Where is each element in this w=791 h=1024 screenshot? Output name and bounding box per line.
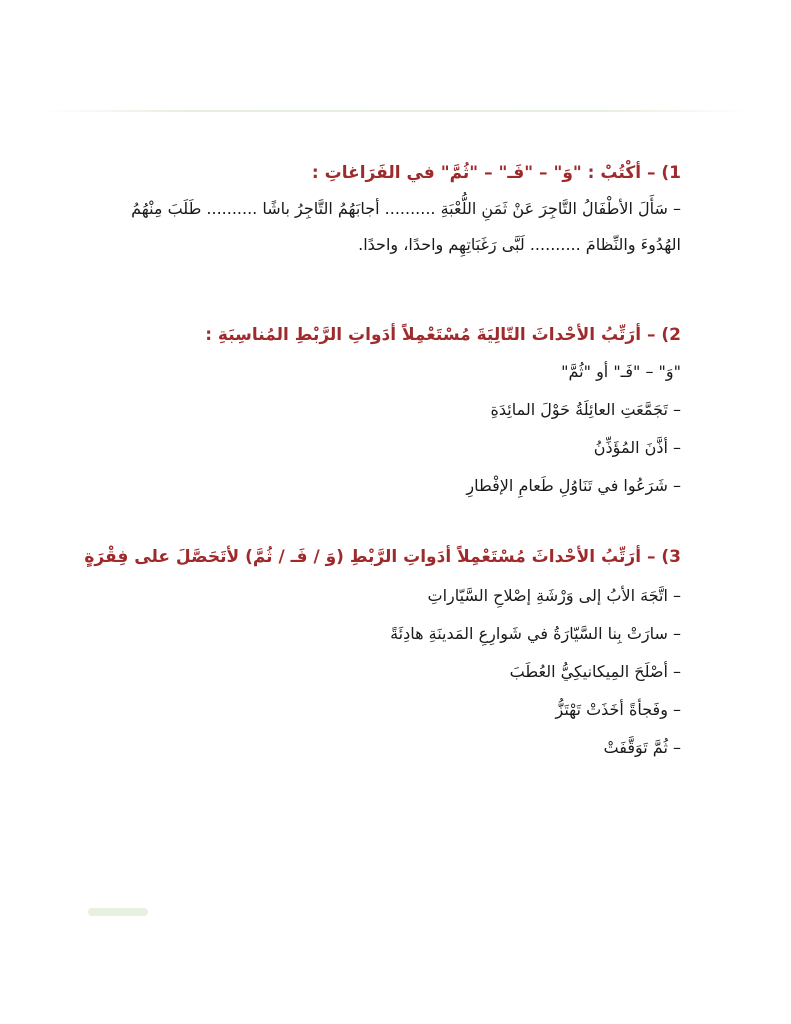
- exercise-1-title: 1) – أكْتُبْ : "وَ" – "فَـ" – "ثُمَّ" في الفَرَاغاتِ :: [311, 163, 681, 183]
- exercise-2: [60, 320, 681, 500]
- exercise-3: [60, 542, 681, 762]
- exercise-2-title: 2) – أرَتِّبُ الأحْداثَ التّالِيَةَ مُسْتَعْمِلاً أدَواتِ الرَّبْطِ المُناسِبَةِ :: [205, 325, 681, 345]
- exercise-1-line-1: – سَأَلَ الأطْفَالُ التَّاجِرَ عَنْ ثَمَنِ اللُّعْبَةِ .......... أجابَهُمُ التَّاجِرُ باشًا .......... طَلَبَ مِنْهُمُ: [131, 199, 681, 218]
- exercise-1: [60, 158, 681, 260]
- exercise-3-item: – ثُمَّ تَوَقَّفَتْ: [603, 738, 681, 757]
- exercise-3-title: 3) – أرَتِّبُ الأحْداثَ مُسْتَعْمِلاً أدَواتِ الرَّبْطِ (وَ / فَـ / ثُمَّ) لأتَحَصَّلَ على فِقْرَةٍ: [84, 547, 681, 567]
- exercise-2-item: – أذَّنَ المُؤَذِّنُ: [593, 438, 681, 457]
- exercise-3-item: – وفَجأةً أخَذَتْ تَهْتَزُّ: [555, 700, 681, 719]
- exercise-3-item: – اتَّجَهَ الأبُ إلى وَرْشَةِ إصْلاحِ السَّيّاراتِ: [427, 586, 681, 605]
- exercise-1-line-2: الهُدُوءَ والنِّظامَ .......... لَبَّى رَغَبَاتِهِم واحدًا، واحدًا.: [358, 235, 681, 254]
- exercise-3-item: – أصْلَحَ المِيكانيكِيُّ العُطَبَ: [509, 662, 681, 681]
- faint-scan-line: [40, 110, 751, 112]
- exercise-2-tools: "وَ" – "فَـ" أو "ثُمَّ": [561, 362, 681, 381]
- exercise-2-item: – تَجَمَّعَتِ العائِلَةُ حَوْلَ المائِدَةِ: [490, 400, 681, 419]
- faint-scan-smudge: [88, 908, 148, 916]
- exercise-3-item: – سارَتْ بِنا السَّيّارَةُ في شَوارِعِ المَدينَةِ هادِئَةً: [390, 624, 681, 643]
- exercise-2-item: – شَرَعُوا في تَنَاوُلِ طَعامِ الإفْطارِ: [466, 476, 681, 495]
